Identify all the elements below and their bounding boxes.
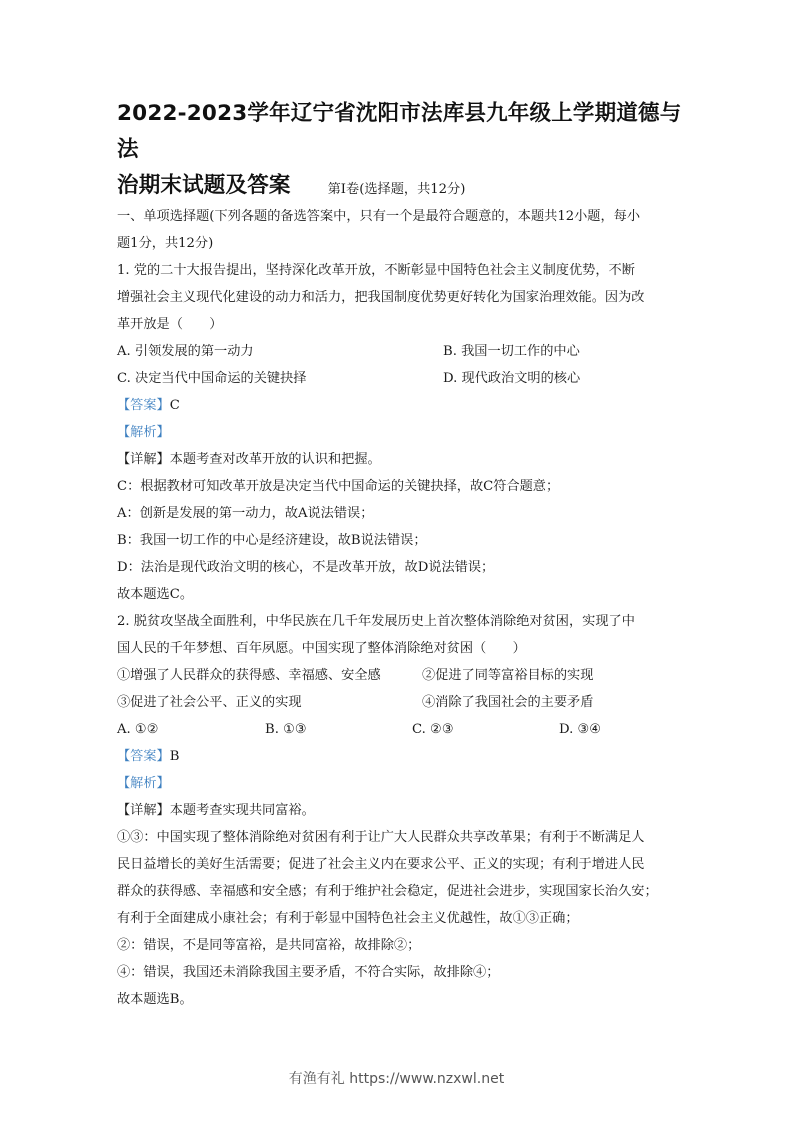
q2-detail-line: 【详解】本题考查实现共同富裕。 (117, 803, 315, 818)
instructions-line-2: 题1分，共12分) (117, 236, 214, 251)
q1-option-a: A. 引领发展的第一动力 (117, 344, 254, 359)
q1-detail-line: 【详解】本题考查对改革开放的认识和把握。 (117, 452, 381, 467)
q1-detail-line: B：我国一切工作的中心是经济建设，故B说法错误； (117, 533, 427, 548)
q1-analysis-label: 【解析】 (117, 425, 170, 440)
q1-detail-line: A：创新是发展的第一动力，故A说法错误； (117, 506, 374, 521)
q2-detail-line: 有利于全面建成小康社会；有利于彰显中国特色社会主义优越性，故①③正确； (117, 911, 579, 926)
answer-value: B (169, 749, 180, 764)
q2-answer (117, 748, 179, 766)
footer-watermark: 有渔有礼 https://www.nzxwl.net (288, 1071, 505, 1087)
q2-option-d: D. ③④ (559, 722, 602, 737)
q2-detail-line: 故本题选B。 (117, 992, 193, 1007)
q2-detail-line: ④：错误，我国还未消除我国主要矛盾，不符合实际，故排除④； (117, 965, 500, 980)
q2-analysis-label: 【解析】 (117, 776, 170, 791)
section-header: 第Ⅰ卷(选择题，共12分) (327, 182, 466, 197)
q1-option-d: D. 现代政治文明的核心 (443, 371, 581, 386)
q2-statement-4: ④消除了我国社会的主要矛盾 (422, 695, 594, 710)
q2-statement-2: ②促进了同等富裕目标的实现 (422, 668, 594, 683)
q2-statement-3: ③促进了社会公平、正义的实现 (117, 695, 302, 710)
q2-detail-line: 民日益增长的美好生活需要；促进了社会主义内在要求公平、正义的实现；有利于增进人民 (117, 857, 645, 872)
q1-option-b: B. 我国一切工作的中心 (443, 344, 580, 359)
q1-stem-line: 1. 党的二十大报告提出，坚持深化改革开放，不断彰显中国特色社会主义制度优势，不断 (117, 263, 635, 278)
q2-stem-line: 2. 脱贫攻坚战全面胜利，中华民族在几千年发展历史上首次整体消除绝对贫困，实现了中 (117, 614, 635, 629)
q1-answer (117, 397, 180, 415)
q2-option-c: C. ②③ (412, 722, 454, 737)
q1-detail-line: 故本题选C。 (117, 587, 194, 602)
q2-statement-1: ①增强了人民群众的获得感、幸福感、安全感 (117, 668, 381, 683)
answer-value: C (169, 398, 180, 413)
q1-stem-line: 增强社会主义现代化建设的动力和活力，把我国制度优势更好转化为国家治理效能。因为改 (117, 290, 645, 305)
instructions-line-1: 一、单项选择题(下列各题的备选答案中，只有一个是最符合题意的，本题共12小题，每小 (117, 209, 641, 224)
q2-stem-line: 国人民的千年梦想、百年夙愿。中国实现了整体消除绝对贫困（ ） (117, 641, 526, 656)
q1-detail-line: C：根据教材可知改革开放是决定当代中国命运的关键抉择，故C符合题意； (117, 479, 560, 494)
answer-label: 【答案】 (117, 398, 170, 413)
q2-detail-line: ②：错误，不是同等富裕，是共同富裕，故排除②； (117, 938, 421, 953)
q2-option-b: B. ①③ (265, 722, 307, 737)
q1-detail-line: D：法治是现代政治文明的核心，不是改革开放，故D说法错误； (117, 560, 495, 575)
title-line-2: 治期末试题及答案 (117, 173, 291, 198)
q1-option-c: C. 决定当代中国命运的关键抉择 (117, 371, 307, 386)
q1-stem-line: 革开放是（ ） (117, 317, 223, 332)
q2-option-a: A. ①② (117, 722, 159, 737)
title-line-1: 2022-2023学年辽宁省沈阳市法库县九年级上学期道德与法 (117, 101, 682, 162)
answer-label: 【答案】 (117, 749, 170, 764)
q2-detail-line: 群众的获得感、幸福感和安全感；有利于维护社会稳定，促进社会进步，实现国家长治久安； (117, 884, 658, 899)
q2-detail-line: ①③：中国实现了整体消除绝对贫困有利于让广大人民群众共享改革果；有利于不断满足人 (117, 830, 645, 845)
